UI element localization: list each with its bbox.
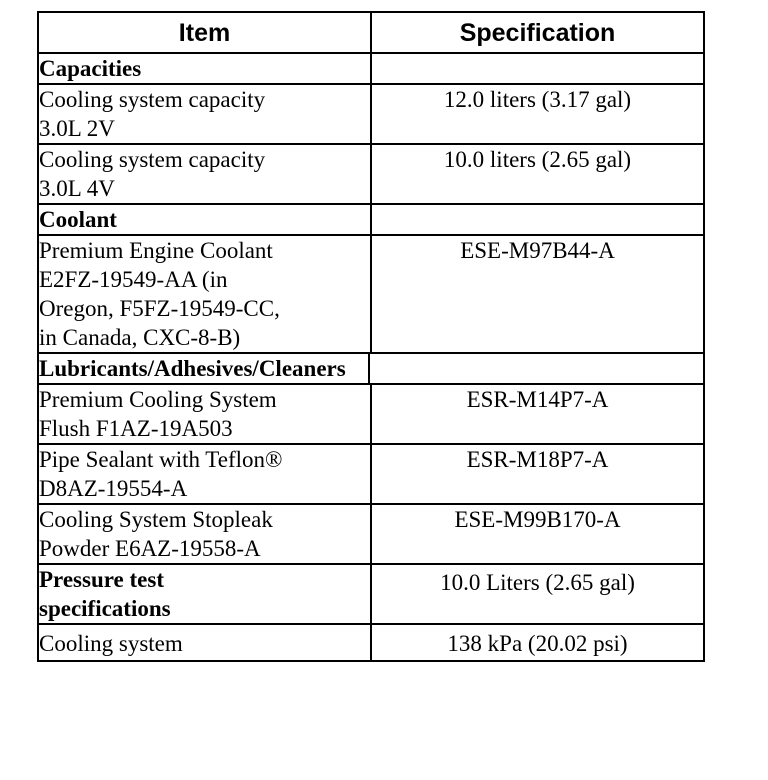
section-title-lubricants — [38, 353, 704, 384]
table-row — [38, 84, 704, 144]
item-cooling-system-flush: Premium Cooling System Flush F1AZ-19A503 — [38, 384, 371, 444]
section-row-capacities — [38, 53, 704, 84]
section-row-coolant — [38, 204, 704, 235]
specification-table — [37, 11, 705, 662]
header-specification: Specification — [371, 12, 704, 53]
table-row — [38, 235, 704, 353]
section-empty-cell — [371, 204, 704, 235]
item-pipe-sealant: Pipe Sealant with Teflon® D8AZ-19554-A — [38, 444, 371, 504]
table-row — [38, 624, 704, 661]
section-row-pressure-test — [38, 564, 704, 624]
item-stopleak-powder: Cooling System Stopleak Powder E6AZ-19558-A — [38, 504, 371, 564]
item-cooling-capacity-2v: Cooling system capacity 3.0L 2V — [38, 84, 371, 144]
spec-cooling-capacity-4v: 10.0 liters (2.65 gal) — [371, 144, 704, 204]
spec-pressure-test-volume: 10.0 Liters (2.65 gal) — [371, 564, 704, 624]
section-row-lubricants — [38, 353, 704, 384]
spec-cooling-system-flush: ESR-M14P7-A — [371, 384, 704, 444]
table-row — [38, 384, 704, 444]
item-cooling-capacity-4v: Cooling system capacity 3.0L 4V — [38, 144, 371, 204]
section-title-capacities: Capacities — [38, 53, 371, 84]
section-title-coolant: Coolant — [38, 204, 371, 235]
column-divider — [368, 352, 370, 385]
section-title-pressure-test: Pressure test specifications — [38, 564, 371, 624]
spec-cooling-capacity-2v: 12.0 liters (3.17 gal) — [371, 84, 704, 144]
table-row — [38, 444, 704, 504]
header-item: Item — [38, 12, 371, 53]
spec-cooling-system-pressure: 138 kPa (20.02 psi) — [371, 624, 704, 661]
section-title-lubricants-text: Lubricants/Adhesives/Cleaners — [39, 356, 346, 381]
table-row — [38, 144, 704, 204]
spec-stopleak-powder: ESE-M99B170-A — [371, 504, 704, 564]
section-empty-cell — [371, 53, 704, 84]
spec-pipe-sealant: ESR-M18P7-A — [371, 444, 704, 504]
item-premium-engine-coolant: Premium Engine Coolant E2FZ-19549-AA (in Oregon, F5FZ-19549-CC, in Canada, CXC-8-B) — [38, 235, 371, 353]
spec-premium-engine-coolant: ESE-M97B44-A — [371, 235, 704, 353]
header-row — [38, 12, 704, 53]
table-row — [38, 504, 704, 564]
item-cooling-system-pressure: Cooling system — [38, 624, 371, 661]
